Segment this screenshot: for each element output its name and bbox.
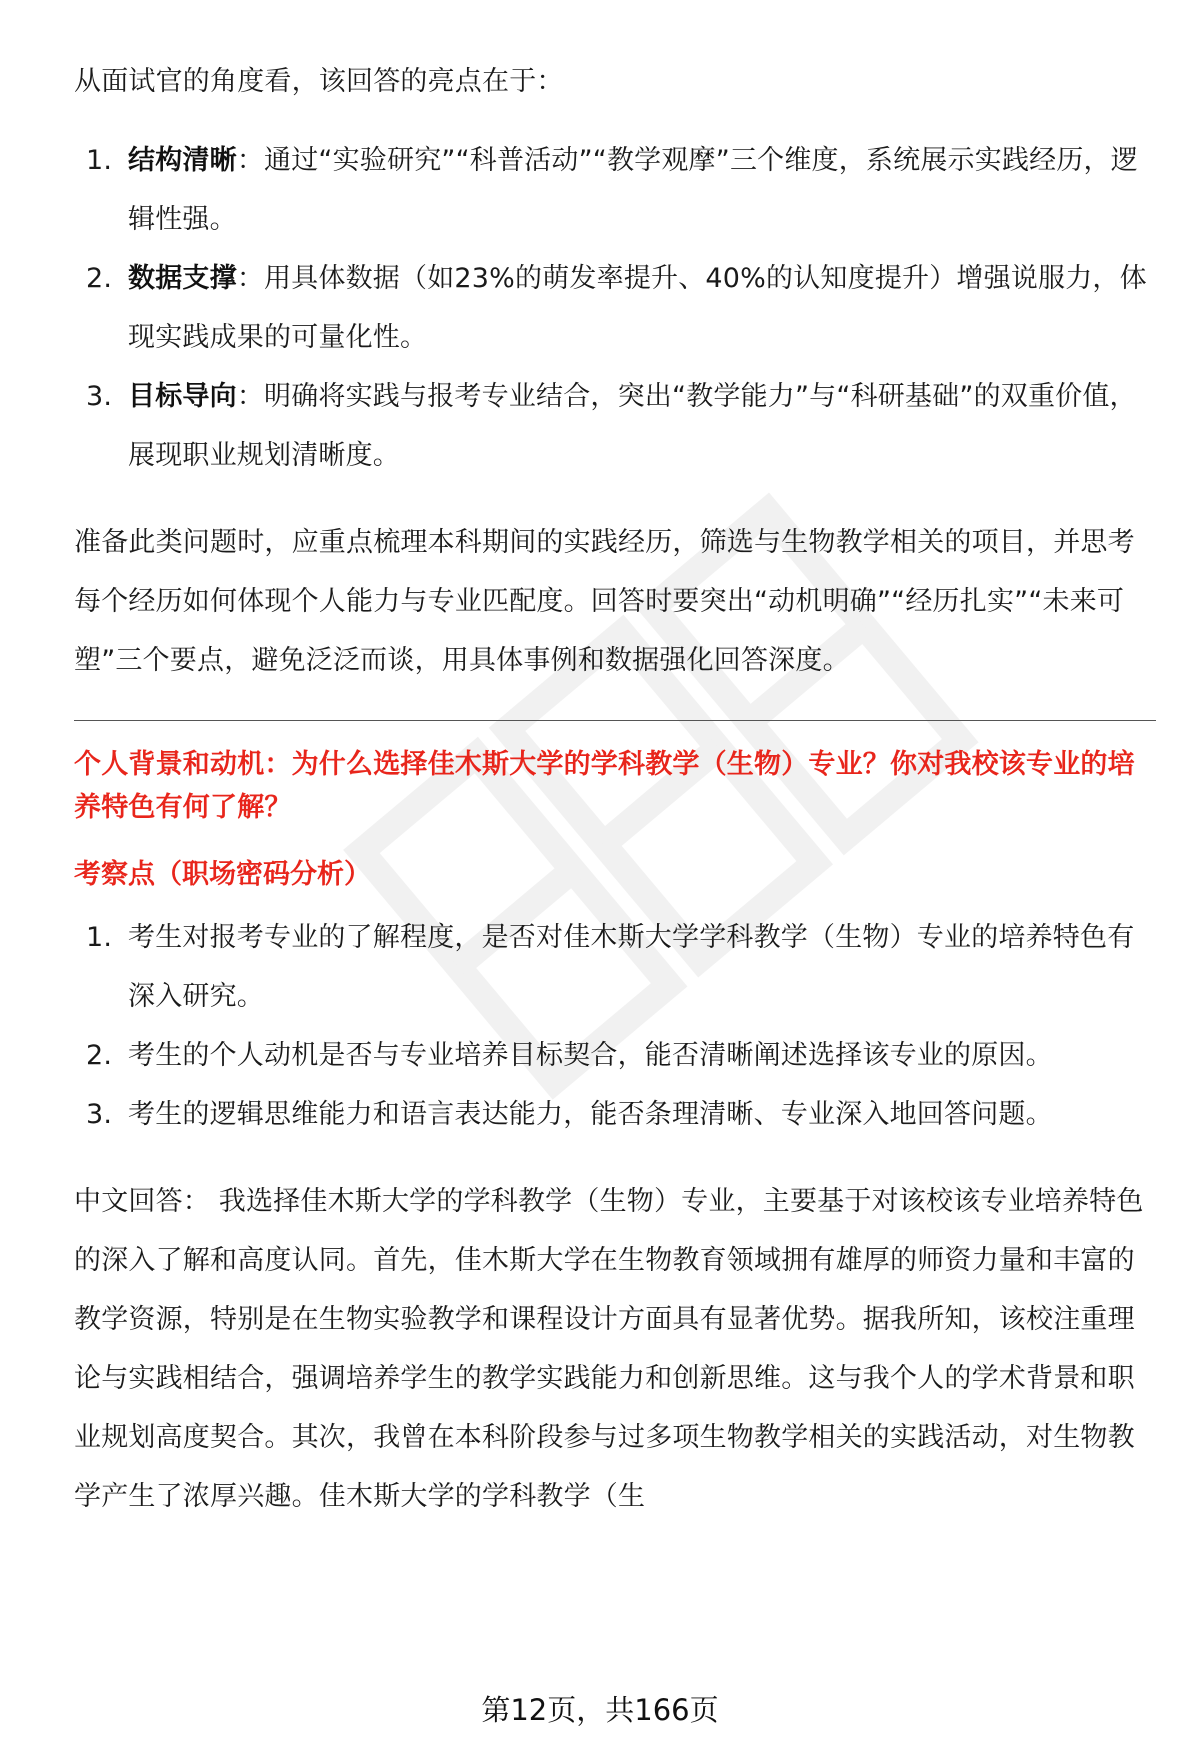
list-item [74, 367, 1156, 485]
answer-paragraph: 中文回答： 我选择佳木斯大学的学科教学（生物）专业，主要基于对该校该专业培养特色的深入了解和高度认同。首先，佳木斯大学在生物教育领域拥有雄厚的师资力量和丰富的教学资源，特别是在生物实验教学和课程设计方面具有显著优势。据我所知，该校注重理论与实践相结合，强调培养学生的教学实践能力和创新思维。这与我个人的学术背景和职业规划高度契合。其次，我曾在本科阶段参与过多项生物教学相关的实践活动，对生物教学产生了浓厚兴趣。佳木斯大学的学科教学（生 [74, 1186, 1144, 1512]
highlight-keyword: 数据支撑 [128, 263, 237, 294]
exam-points-list [74, 908, 1156, 1144]
question-title: 个人背景和动机：为什么选择佳木斯大学的学科教学（生物）专业？你对我校该专业的培养特色有何了解？ [74, 749, 1135, 823]
highlight-text: ：通过“实验研究”“科普活动”“教学观摩”三个维度，系统展示实践经历，逻辑性强。 [128, 145, 1138, 235]
list-number: 3. [86, 1099, 113, 1130]
highlight-text: ：用具体数据（如23%的萌发率提升、40%的认知度提升）增强说服力，体现实践成果的可量化性。 [128, 263, 1147, 353]
list-item [74, 249, 1156, 367]
highlights-list [74, 131, 1156, 485]
list-number: 1. [86, 922, 113, 953]
exam-points-title: 考察点（职场密码分析） [74, 859, 371, 890]
intro-text: 从面试官的角度看，该回答的亮点在于： [74, 66, 564, 97]
list-number: 3. [86, 381, 113, 412]
section-divider [74, 720, 1156, 721]
exam-point-text: 考生的个人动机是否与专业培养目标契合，能否清晰阐述选择该专业的原因。 [128, 1040, 1053, 1071]
list-number: 2. [86, 263, 113, 294]
exam-point-text: 考生对报考专业的了解程度，是否对佳木斯大学学科教学（生物）专业的培养特色有深入研究。 [128, 922, 1135, 1012]
highlight-text: ：明确将实践与报考专业结合，突出“教学能力”与“科研基础”的双重价值，展现职业规划清晰度。 [128, 381, 1137, 471]
list-item [74, 1085, 1156, 1144]
prep-paragraph: 准备此类问题时，应重点梳理本科期间的实践经历，筛选与生物教学相关的项目，并思考每个经历如何体现个人能力与专业匹配度。回答时要突出“动机明确”“经历扎实”“未来可塑”三个要点，避免泛泛而谈，用具体事例和数据强化回答深度。 [74, 527, 1135, 676]
list-item [74, 908, 1156, 1026]
list-number: 2. [86, 1040, 113, 1071]
highlight-keyword: 目标导向 [128, 381, 237, 412]
list-number: 1. [86, 145, 113, 176]
list-item [74, 131, 1156, 249]
highlight-keyword: 结构清晰 [128, 145, 237, 176]
list-item [74, 1026, 1156, 1085]
document-page [74, 52, 1156, 1526]
page-footer: 第12页，共166页 [481, 1693, 719, 1727]
exam-point-text: 考生的逻辑思维能力和语言表达能力，能否条理清晰、专业深入地回答问题。 [128, 1099, 1053, 1130]
